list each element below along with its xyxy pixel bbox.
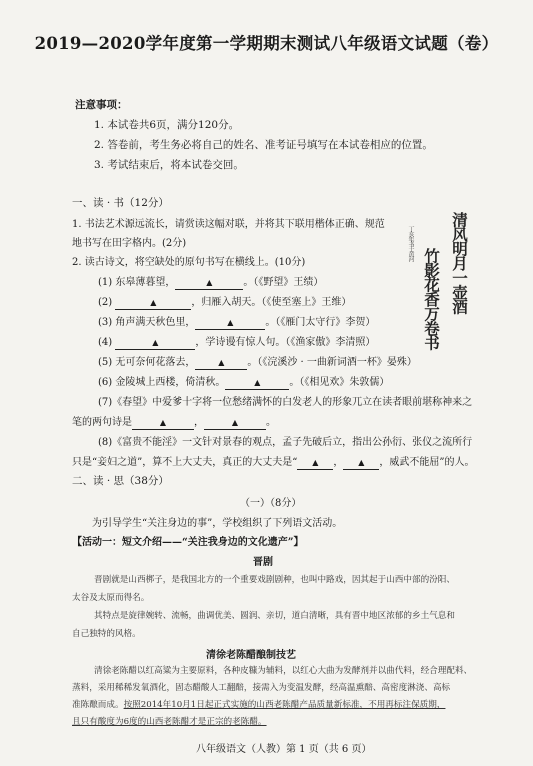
answer-blank[interactable]: ▲ [297,458,333,470]
answer-blank[interactable]: ▲ [115,298,191,310]
answer-blank[interactable]: ▲ [132,418,194,430]
answer-blank[interactable]: ▲ [115,338,195,350]
answer-blank[interactable]: ▲ [195,318,265,330]
q8-line1: (8)《富贵不能淫》一文针对景春的观点，孟子先破后立，指出公孙衍、张仪之流所行 [98,437,473,448]
q1-line1: 1. 书法艺术源远流长，请赏读这幅对联，并将其下联用楷体正确、规范 [72,219,385,230]
fill-item-5: (5) 无可奈何花落去， ▲ 。（《浣溪沙 · 一曲新词酒一杯》晏殊） [98,357,417,368]
notice-item-3: 3. 考试结束后，将本试卷交回。 [94,159,244,171]
answer-blank[interactable]: ▲ [204,418,266,430]
exam-title: 2019—2020学年度第一学期期末测试八年级语文试题（卷） [34,34,499,53]
answer-blank[interactable]: ▲ [175,278,243,290]
article1-line: 太谷及太原而得名。 [72,593,150,603]
article2-line: 清徐老陈醋以红高粱为主要原料，各种皮糠为辅料，以红心大曲为发酵剂并以曲代料，经合理配料、 [94,666,473,676]
q1-line2: 地书写在田字格内。(2分) [72,238,187,249]
section2-heading: 二、读 · 思（38分） [72,475,169,487]
q2-instruction: 2. 读古诗文，将空缺处的原句书写在横线上。(10分) [72,257,306,268]
couplet-lower: 竹影花香万卷书 [422,248,441,350]
couplet-inscription: 丁亥年书于黄河 [407,226,414,261]
article1-title: 晋剧 [253,557,273,568]
section2-intro: 为引导学生“关注身边的事”，学校组织了下列语文活动。 [92,518,343,529]
article2-line: 且只有酸度为6度的山西老陈醋才是正宗的老陈醋。 [72,717,267,727]
fill-item-6: (6) 金陵城上西楼，倚清秋。 ▲ 。（《相见欢》朱敦儒） [98,377,390,388]
fill-item-3: (3) 角声满天秋色里， ▲ 。（《雁门太守行》李贺） [98,317,376,328]
q7-line1: (7)《春望》中爱爹十字将一位愁绪满怀的白发老人的形象兀立在读者眼前堪称神来之 [98,397,473,408]
article2-line: 准陈酿而成。按照2014年10月1日起正式实施的山西老陈醋产品质量新标准，不用再标注保质期， [72,700,446,710]
notice-heading: 注意事项： [75,99,128,111]
article1-line: 自己独特的风格。 [72,629,141,639]
couplet-upper: 清风明月一壶酒 [450,212,469,314]
answer-blank[interactable]: ▲ [225,378,289,390]
activity-heading: 【活动一：短文介绍——“关注我身边的文化遗产”】 [72,537,304,548]
notice-item-1: 1. 本试卷共6页，满分120分。 [94,119,240,131]
article2-title: 清徐老陈醋酿制技艺 [206,650,296,661]
part-heading: （一）（8分） [240,498,302,509]
section1-heading: 一、读 · 书（12分） [72,197,169,209]
fill-item-2: (2) ▲ ，归雁入胡天。（《使至塞上》王维） [98,297,352,308]
fill-item-4: (4) ▲ ，学诗谩有惊人句。（《渔家傲》李清照） [98,337,376,348]
fill-item-1: (1) 东皋薄暮望， ▲ 。（《野望》王绩） [98,277,324,288]
notice-item-2: 2. 答卷前，考生务必将自己的姓名、准考证号填写在本试卷相应的位置。 [94,139,433,151]
q8-line2: 只是“妾妇之道”，算不上大丈夫，真正的大丈夫是“ ▲ ， ▲ ，威武不能屈”的人。 [72,457,475,468]
answer-blank[interactable]: ▲ [343,458,379,470]
q7-line2: 笔的两句诗是 ▲ ， ▲ 。 [72,417,276,428]
article2-line: 蒸料，采用稀稀发氧酒化，固态醋酸人工翻醅，接需入为变温发酵，经高温熏醅、高密度淋浇、高标 [72,683,451,693]
answer-blank[interactable]: ▲ [195,358,247,370]
article1-line: 其特点是旋律婉转、流畅，曲调优美、圆润、亲切，道白清晰，具有晋中地区浓郁的乡土气息和 [94,611,455,621]
page-footer: 八年级语文（人教）第 1 页（共 6 页） [196,744,372,755]
article1-line: 晋剧就是山西梆子，是我国北方的一个重要戏剧剧种，也叫中路戏，因其起于山西中部的汾阳、 [94,575,455,585]
